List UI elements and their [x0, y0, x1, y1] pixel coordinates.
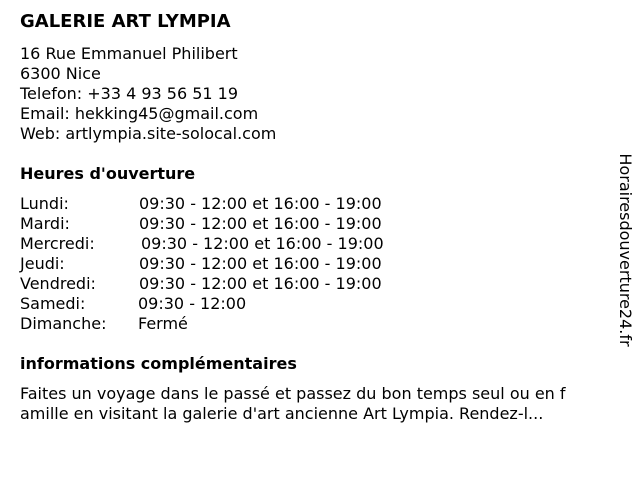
description-line: Faites un voyage dans le passé et passez du bon temps seul ou en f	[20, 384, 566, 403]
day-label: Vendredi:	[20, 274, 96, 293]
time-value: 09:30 - 12:00 et 16:00 - 19:00	[139, 254, 382, 273]
opening-hours-heading: Heures d'ouverture	[20, 164, 196, 183]
day-label: Lundi:	[20, 194, 69, 213]
contact-details	[20, 44, 276, 144]
time-value: 09:30 - 12:00 et 16:00 - 19:00	[139, 214, 382, 233]
email-address: Email: hekking45@gmail.com	[20, 104, 259, 123]
time-value: 09:30 - 12:00 et 16:00 - 19:00	[139, 274, 382, 293]
business-name: GALERIE ART LYMPIA	[20, 11, 231, 32]
address-city: 6300 Nice	[20, 64, 101, 83]
time-value: 09:30 - 12:00 et 16:00 - 19:00	[141, 234, 384, 253]
time-value: 09:30 - 12:00	[138, 294, 247, 313]
day-label: Mercredi:	[20, 234, 95, 253]
time-value: Fermé	[138, 314, 188, 333]
additional-info-heading: informations complémentaires	[20, 354, 297, 373]
address-street: 16 Rue Emmanuel Philibert	[20, 44, 238, 63]
website: Web: artlympia.site-solocal.com	[20, 124, 277, 143]
description-text	[20, 384, 610, 424]
phone-number: Telefon: +33 4 93 56 51 19	[20, 84, 239, 103]
description-line: amille en visitant la galerie d'art ancienne Art Lympia. Rendez-l...	[20, 404, 544, 423]
day-label: Jeudi:	[20, 254, 65, 273]
day-label: Samedi:	[20, 294, 86, 313]
time-value: 09:30 - 12:00 et 16:00 - 19:00	[139, 194, 382, 213]
day-label: Mardi:	[20, 214, 70, 233]
site-watermark: Horairesdouverture24.fr	[616, 153, 635, 347]
day-label: Dimanche:	[20, 314, 107, 333]
